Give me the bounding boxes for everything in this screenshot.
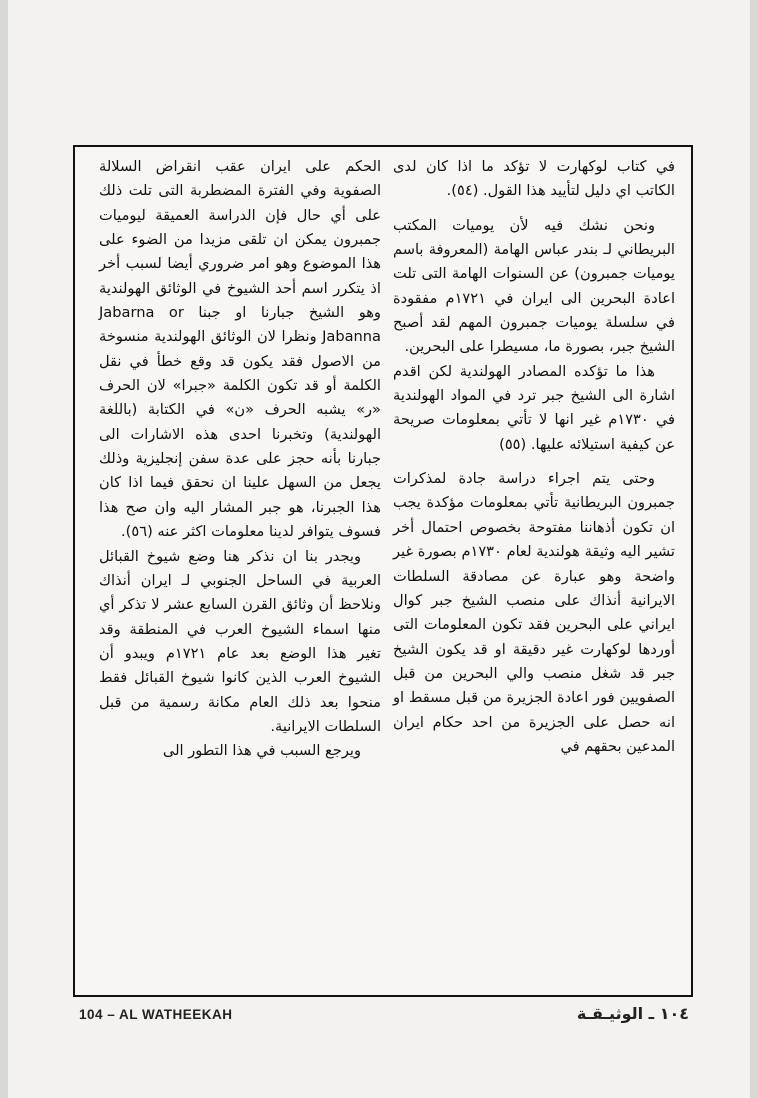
paragraph: في كتاب لوكهارت لا تؤكد ما اذا كان لدى الكاتب اي دليل لتأييد هذا القول. (٥٤).	[393, 158, 675, 200]
page-footer	[73, 1004, 693, 1028]
footer-page-number: ١٠٤ ـ الوثيـقـة	[576, 1004, 689, 1023]
footer-journal-name: 104 – AL WATHEEKAH	[79, 1007, 233, 1022]
paragraph: وحتى يتم اجراء دراسة جادة لمذكرات جمبرون البريطانية تأتي بمعلومات مؤكدة يجب ان تكون أذهاننا مفتوحة بخصوص احتمال أخر تشير اليه وثيقة هولندية لعام ١٧٣٠م بصورة غير واضحة وهو عبارة عن مصادقة السلطات الايرانية أنذاك على منصب الشيخ جبر كوال ايراني على البحرين فقد تكون المعلومات التى أوردها لوكهارت غير دقيقة او قد يكون الشيخ جبر قد شغل منصب والي البحرين من قبل الصفويين فور اعادة الجزيرة من قبل مسقط او انه حصل على الجزيرة من احد حكام ايران المدعين بحقهم في	[393, 470, 675, 755]
paragraph: ويجدر بنا ان نذكر هنا وضع شيوخ القبائل العربية في الساحل الجنوبي لـ ايران أنذاك ونلاحظ أن وثائق القرن السابع عشر لا تذكر أي منها اسماء الشيوخ العرب في المنطقة وقد تغير هذا الوضع بعد عام ١٧٢١م ويبدو أن الشيوخ العرب الذين كانوا شيوخ القبائل فقط منحوا بعد ذلك العام مكانة رسمية من قبل السلطات الايرانية.	[99, 547, 381, 735]
paragraph: الحكم على ايران عقب انقراض السلالة الصفوية وفي الفترة المضطربة التى تلت ذلك على أي حال فإن الدراسة العميقة ليوميات جمبرون يمكن ان تلقى مزيدا من الضوء على هذا الموضوع وهو امر ضروري أيضا لسبب أخر اذ يتكرر اسم أحد الشيوخ في الوثائق الهولندية وهو الشيخ جبارنا او جبنا Jabarna or Jabanna ونظرا لان الوثائق الهولندية منسوخة من الاصول فقد يكون قد وقع خطأ في نقل الكلمة أو قد تكون الكلمة «جبرا» لان الحرف «ر» يشبه الحرف «ن» في الكتابة (باللغة الهولندية) وتخبرنا احدى هذه الاشارات الى جبارنا بأنه حجز على عدة سفن إنجليزية وذلك يجعل من السهل علينا ان نحقق فيما اذا كان هذا الجبرنا، هو جبر المشار اليه وان صح هذا فسوف يتوافر لدينا معلومات اكثر عنه (٥٦).	[99, 158, 381, 541]
paragraph: ويرجع السبب في هذا التطور الى	[162, 742, 361, 760]
text-frame	[73, 145, 693, 997]
paragraph: هذا ما تؤكده المصادر الهولندية لكن اقدم اشارة الى الشيخ جبر ترد في المواد الهولندية في ١٧٣٠م غير انها لا تأتي بمعلومات صريحة عن كيفية استيلائه عليها. (٥٥)	[393, 362, 676, 453]
paragraph: ونحن نشك فيه لأن يوميات المكتب البريطاني لـ بندر عباس الهامة (المعروفة باسم يوميات جمبرون) عن السنوات الهامة التى تلت اعادة البحرين الى ايران في ١٧٢١م مفقودة في سلسلة يوميات جمبرون المهم لقد أصبح الشيخ جبر، بصورة ما، مسيطرا على البحرين.	[393, 216, 675, 356]
left-column	[99, 155, 381, 764]
right-column	[393, 155, 675, 759]
